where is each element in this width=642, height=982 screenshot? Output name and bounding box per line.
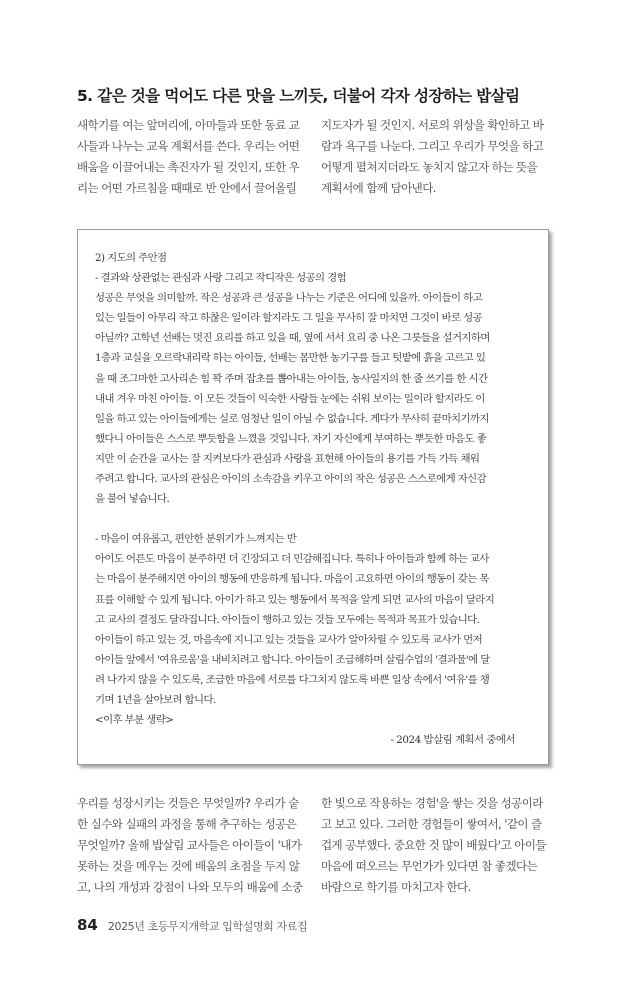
excerpt-line: 일을 하고 있는 아이들에게는 실로 엄청난 일이 아닐 수 없습니다. 게다가 무사히 끝마치기까지 <box>95 412 489 425</box>
excerpt-line: 아이도 어른도 마음이 분주하면 더 긴장되고 더 민감해집니다. 특히나 아이들과 함께 하는 교사 <box>95 553 489 566</box>
excerpt-line: 을 때 조그마한 고사리손 힘 꽉 주며 잡초를 뽑아내는 아이들, 농사일지의 한 줄 쓰기를 한 시간 <box>95 372 488 385</box>
intro-left-column <box>77 115 309 199</box>
text-line: 고, 나의 개성과 강점이 나와 모두의 배움에 소중 <box>77 880 303 894</box>
text-line: 무엇일까? 올해 밥살림 교사들은 아이들이 '내가 <box>77 838 302 852</box>
text-line: 겁게 공부했다. 중요한 것 많이 배웠다'고 아이들 <box>321 838 546 852</box>
excerpt-line: 을 불어 넣습니다. <box>95 493 170 506</box>
excerpt-line: 는 마음이 분주해지면 아이의 행동에 반응하게 됩니다. 마음이 고요하면 아이의 행동이 갖는 목 <box>95 573 489 586</box>
excerpt-line: 주려고 합니다. 교사의 관심은 아이의 소속감을 키우고 아이의 작은 성공은 스스로에게 자신감 <box>95 473 487 486</box>
closing-right-column <box>321 793 553 898</box>
closing-left-column <box>77 793 309 898</box>
excerpt-line: 있는 일들이 아무리 작고 하찮은 일이라 할지라도 그 일을 무사히 잘 마치면 그것이 바로 성공 <box>95 312 483 325</box>
excerpt-line: 했다니 아이들은 스스로 뿌듯함을 느꼈을 것입니다. 자기 자신에게 부여하는 뿌듯한 마음도 좋 <box>95 432 487 445</box>
text-line: 람과 욕구를 나눈다. 그리고 우리가 무엇을 하고 <box>321 139 544 153</box>
plan-excerpt-text <box>95 248 540 730</box>
text-line: 고 보고 있다. 그러한 경험들이 쌓여서, '같이 즐 <box>321 817 542 831</box>
excerpt-line: 2) 지도의 주안점 <box>95 252 167 264</box>
text-line: 마음에 떠오르는 무언가가 있다면 참 좋겠다는 <box>321 859 538 873</box>
excerpt-line: 아이들이 하고 있는 것, 마음속에 지니고 있는 것들을 교사가 알아차릴 수 있도록 교사가 먼저 <box>95 633 483 646</box>
excerpt-line: <이후 부분 생략> <box>95 714 174 727</box>
excerpt-line: 고 교사의 결정도 달라집니다. 아이들이 행하고 있는 것들 모두에는 목적과 목표가 있습니다. <box>95 613 480 626</box>
excerpt-line: 려 나가지 않을 수 있도록, 조급한 마음에 서로를 다그치지 않도록 바쁜 일상 속에서 '여유'를 챙 <box>95 673 490 686</box>
excerpt-line: 내내 겨우 마친 아이들. 이 모든 것들이 익숙한 사람들 눈에는 쉬워 보이는 일이라 할지라도 이 <box>95 392 485 405</box>
text-line: 못하는 것을 메우는 것에 배움의 초점을 두지 않 <box>77 859 300 873</box>
text-line: 사들과 나누는 교육 계획서를 쓴다. 우리는 어떤 <box>77 139 300 153</box>
page-number: 84 <box>77 916 98 934</box>
excerpt-source: - 2024 밥살림 계획서 중에서 <box>390 734 515 746</box>
text-line: 한 실수와 실패의 과정을 통해 추구하는 성공은 <box>77 817 297 831</box>
text-line: 한 빛으로 작용하는 경험'을 쌓는 것을 성공이라 <box>321 796 543 810</box>
text-line: 지도자가 될 것인지. 서로의 위상을 확인하고 바 <box>321 118 544 132</box>
text-line: 계획서에 함께 담아낸다. <box>321 181 436 195</box>
plan-excerpt-box <box>77 229 549 765</box>
excerpt-line: - 결과와 상관없는 관심과 사랑 그리고 작디작은 성공의 경험 <box>95 272 347 285</box>
text-line: 우리를 성장시키는 것들은 무엇일까? 우리가 숱 <box>77 796 299 810</box>
intro-right-column <box>321 115 553 199</box>
excerpt-line: - 마음이 여유롭고, 편안한 분위기가 느껴지는 반 <box>95 533 297 546</box>
text-line: 어떻게 펼쳐지더라도 놓치지 않고자 하는 뜻을 <box>321 160 538 174</box>
excerpt-line: 표를 이해할 수 있게 됩니다. 아이가 하고 있는 행동에서 목적을 알게 되면 교사의 마음이 달라지 <box>95 593 495 606</box>
excerpt-line: 아닐까? 고학년 선배는 멋진 요리를 하고 있을 때, 옆에 서서 요리 중 나온 그릇들을 설거지하며 <box>95 332 490 345</box>
excerpt-blank-line <box>95 509 540 529</box>
excerpt-line: 성공은 무엇을 의미할까. 작은 성공과 큰 성공을 나누는 기준은 어디에 있을까. 아이들이 하고 <box>95 292 483 305</box>
excerpt-line: 기며 1년을 살아보려 합니다. <box>95 693 216 706</box>
text-line: 배움을 이끌어내는 촉진자가 될 것인지, 또한 우 <box>77 160 300 174</box>
publication-title: 2025년 초등무지개학교 입학설명회 자료집 <box>107 920 308 933</box>
text-line: 리는 어떤 가르침을 때때로 반 안에서 끌어올릴 <box>77 181 297 195</box>
section-heading: 5. 같은 것을 먹어도 다른 맛을 느끼듯, 더불어 각자 성장하는 밥살림 <box>77 87 520 105</box>
text-line: 새학기를 여는 앞머리에, 아마들과 또한 동료 교 <box>77 118 300 132</box>
text-line: 바람으로 학기를 마치고자 한다. <box>321 880 471 894</box>
excerpt-line: 1층과 교실을 오르락내리락 하는 아이들, 선배는 몸만한 농기구를 들고 텃밭에 흙을 고르고 있 <box>95 352 486 365</box>
excerpt-line: 지만 이 순간을 교사는 잘 지켜보다가 관심과 사랑을 표현해 아이들의 용기를 가득 가득 채워 <box>95 452 480 465</box>
page-footer <box>77 916 307 936</box>
excerpt-line: 아이들 앞에서 '여유로움'을 내비치려고 합니다. 아이들이 조급해하며 살림수업의 '결과물'에 달 <box>95 653 490 666</box>
